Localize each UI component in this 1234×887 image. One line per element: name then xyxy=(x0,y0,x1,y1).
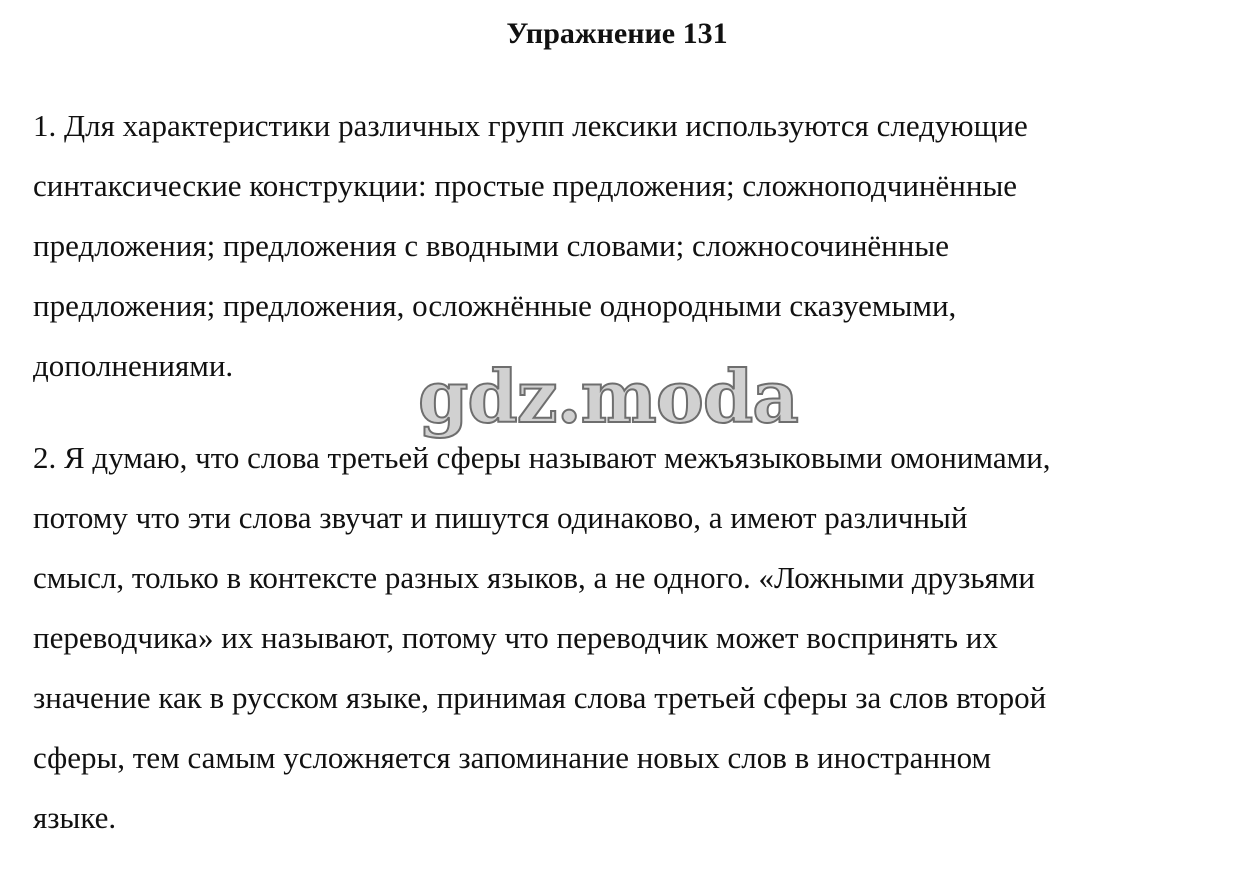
paragraph-line: предложения; предложения с вводными словами; сложносочинённые xyxy=(33,228,949,263)
paragraph-line: языке. xyxy=(33,800,117,835)
paragraph-line: 2. Я думаю, что слова третьей сферы называют межъязыковыми омонимами, xyxy=(33,440,1051,475)
exercise-title: Упражнение 131 xyxy=(506,17,728,50)
answer-paragraph-2 xyxy=(33,428,1051,848)
answer-paragraph-1 xyxy=(33,96,1028,396)
paragraph-line: сферы, тем самым усложняется запоминание новых слов в иностранном xyxy=(33,740,992,775)
paragraph-line: значение как в русском языке, принимая слова третьей сферы за слов второй xyxy=(33,680,1047,715)
paragraph-line: потому что эти слова звучат и пишутся одинаково, а имеют различный xyxy=(33,500,968,535)
watermark-logo: gdz.moda xyxy=(418,354,798,439)
paragraph-line: предложения; предложения, осложнённые однородными сказуемыми, xyxy=(33,288,957,323)
paragraph-line: 1. Для характеристики различных групп лексики используются следующие xyxy=(33,108,1028,143)
paragraph-line: синтаксические конструкции: простые предложения; сложноподчинённые xyxy=(33,168,1018,203)
paragraph-line: смысл, только в контексте разных языков, а не одного. «Ложными друзьями xyxy=(33,560,1036,595)
paragraph-line: дополнениями. xyxy=(33,348,234,383)
paragraph-line: переводчика» их называют, потому что переводчик может воспринять их xyxy=(33,620,998,655)
